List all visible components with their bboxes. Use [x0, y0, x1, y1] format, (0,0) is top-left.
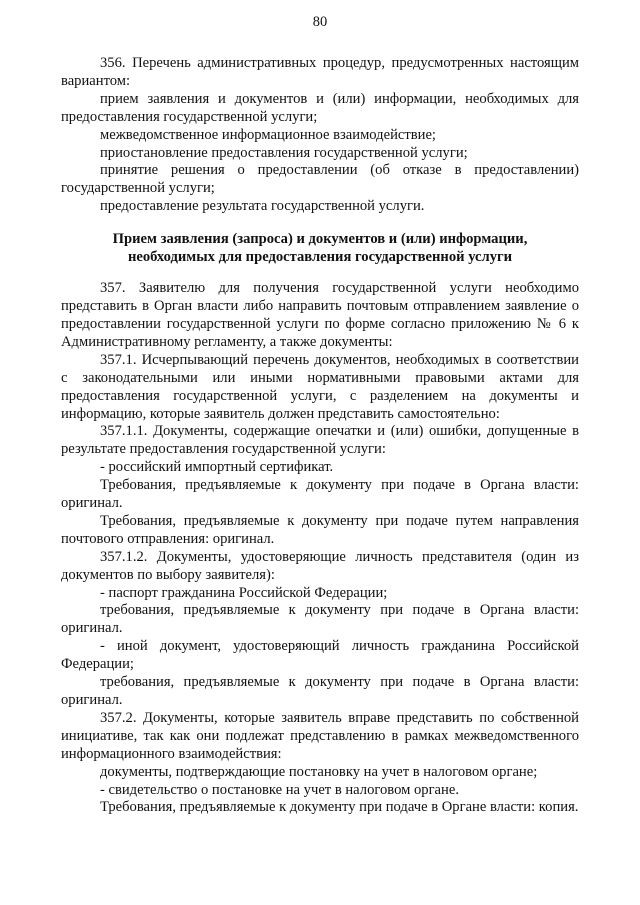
requirement-text: Требования, предъявляемые к документу при подаче путем направления почтового отправления: оригинал. — [61, 512, 579, 547]
list-item: - паспорт гражданина Российской Федерации; — [100, 584, 388, 601]
list-item: - иной документ, удостоверяющий личность гражданина Российской Федерации; — [61, 638, 579, 673]
paragraph-357: 357. Заявителю для получения государственной услуги необходимо представить в Орган власти либо направить почтовым отправлением заявление о предоставлении государственной услуги по форме согласно приложению № 6 к Административному регламенту, а также документы: — [61, 280, 579, 350]
page-number: 80 — [312, 14, 328, 30]
paragraph-357-2: 357.2. Документы, которые заявитель вправе представить по собственной инициативе, так как они подлежат представлению в рамках межведомственного информационного взаимодействия: — [61, 709, 579, 762]
procedure-item: межведомственное информационное взаимодействие; — [100, 126, 436, 143]
paragraph-357-1-1: 357.1.1. Документы, содержащие опечатки и (или) ошибки, допущенные в результате предоставления государственной услуги: — [61, 423, 579, 458]
list-item: - свидетельство о постановке на учет в налоговом органе. — [100, 781, 459, 798]
procedure-item: приостановление предоставления государственной услуги; — [100, 144, 468, 161]
requirement-text: требования, предъявляемые к документу при подаче в Органа власти: оригинал. — [61, 674, 579, 708]
paragraph-357-1-2: 357.1.2. Документы, удостоверяющие личность представителя (один из документов по выбору заявителя): — [61, 548, 579, 583]
requirement-text: Требования, предъявляемые к документу при подаче в Органе власти: копия. — [100, 799, 579, 816]
document-body — [61, 55, 579, 817]
section-356-title: 356. Перечень административных процедур, предусмотренных настоящим вариантом: — [61, 55, 579, 89]
section-heading-line: Прием заявления (запроса) и документов и (или) информации, — [112, 231, 528, 248]
paragraph-357-1: 357.1. Исчерпывающий перечень документов, необходимых в соответствии с законодательными или иными нормативными правовыми актами для предоставления государственной услуги, с разделением на документы и информацию, которые заявитель должен представить самостоятельно: — [61, 351, 579, 422]
section-heading-line: необходимых для предоставления государственной услуги — [127, 249, 513, 266]
requirement-text: Требования, предъявляемые к документу при подаче в Органа власти: оригинал. — [61, 477, 579, 512]
requirement-text: требования, предъявляемые к документу при подаче в Органа власти: оригинал. — [61, 602, 579, 637]
procedure-item: предоставление результата государственной услуги. — [100, 198, 425, 215]
procedure-item: прием заявления и документов и (или) информации, необходимых для предоставления государственной услуги; — [61, 90, 579, 125]
procedure-item: принятие решения о предоставлении (об отказе в предоставлении) государственной услуги; — [61, 162, 579, 197]
list-item: - российский импортный сертификат. — [100, 459, 334, 476]
list-item: документы, подтверждающие постановку на учет в налоговом органе; — [100, 763, 538, 780]
section-heading — [61, 230, 579, 266]
